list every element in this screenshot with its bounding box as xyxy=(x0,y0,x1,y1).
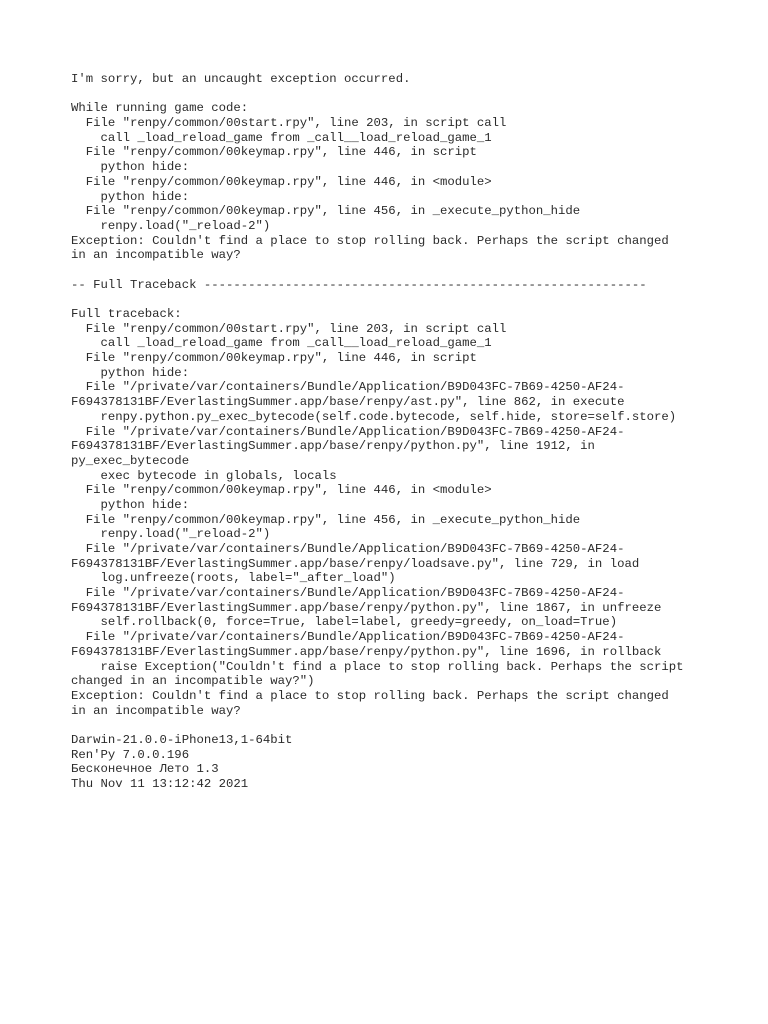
full-traceback-line: F694378131BF/EverlastingSummer.app/base/renpy/ast.py", line 862, in execute xyxy=(71,395,625,410)
spacer xyxy=(71,87,731,102)
full-traceback xyxy=(71,307,731,718)
full-traceback-separator: -- Full Traceback ------------------------------------------------------------ xyxy=(71,277,647,292)
full-traceback-line: F694378131BF/EverlastingSummer.app/base/renpy/python.py", line 1912, in xyxy=(71,439,595,454)
short-traceback xyxy=(71,101,731,263)
full-traceback-line: renpy.python.py_exec_bytecode(self.code.bytecode, self.hide, store=self.store) xyxy=(71,409,677,424)
short-traceback-line: call _load_reload_game from _call__load_reload_game_1 xyxy=(71,130,492,145)
error-header: I'm sorry, but an uncaught exception occurred. xyxy=(71,72,411,86)
short-traceback-line: File "renpy/common/00keymap.rpy", line 446, in <module> xyxy=(71,174,492,189)
traceback-document xyxy=(71,72,731,792)
full-traceback-line: F694378131BF/EverlastingSummer.app/base/renpy/loadsave.py", line 729, in load xyxy=(71,556,640,571)
full-traceback-line: python hide: xyxy=(71,497,190,512)
full-traceback-line: File "renpy/common/00keymap.rpy", line 446, in script xyxy=(71,351,477,366)
system-info xyxy=(71,733,731,792)
full-traceback-line: self.rollback(0, force=True, label=label, greedy=greedy, on_load=True) xyxy=(71,615,618,630)
spacer xyxy=(71,263,731,278)
short-traceback-line: python hide: xyxy=(71,189,190,204)
full-traceback-line: File "renpy/common/00keymap.rpy", line 456, in _execute_python_hide xyxy=(71,512,581,527)
renpy-version: Ren'Py 7.0.0.196 xyxy=(71,747,190,762)
short-traceback-line: in an incompatible way? xyxy=(71,248,241,263)
short-traceback-line: While running game code: xyxy=(71,101,249,116)
full-traceback-line: File "/private/var/containers/Bundle/Application/B9D043FC-7B69-4250-AF24- xyxy=(71,380,625,395)
spacer xyxy=(71,292,731,307)
short-traceback-line: File "renpy/common/00keymap.rpy", line 456, in _execute_python_hide xyxy=(71,204,581,219)
full-traceback-line: exec bytecode in globals, locals xyxy=(71,468,337,483)
full-traceback-line: File "/private/var/containers/Bundle/Application/B9D043FC-7B69-4250-AF24- xyxy=(71,424,625,439)
full-traceback-line: File "/private/var/containers/Bundle/Application/B9D043FC-7B69-4250-AF24- xyxy=(71,586,625,601)
full-traceback-line: Full traceback: xyxy=(71,307,182,321)
full-traceback-line: call _load_reload_game from _call__load_reload_game_1 xyxy=(71,336,492,351)
full-traceback-line: log.unfreeze(roots, label="_after_load") xyxy=(71,571,396,586)
full-traceback-line: File "/private/var/containers/Bundle/Application/B9D043FC-7B69-4250-AF24- xyxy=(71,630,625,645)
full-traceback-line: File "renpy/common/00keymap.rpy", line 446, in <module> xyxy=(71,483,492,498)
short-traceback-line: python hide: xyxy=(71,160,190,175)
full-traceback-line: File "/private/var/containers/Bundle/Application/B9D043FC-7B69-4250-AF24- xyxy=(71,542,625,556)
full-traceback-line: F694378131BF/EverlastingSummer.app/base/renpy/python.py", line 1867, in unfreeze xyxy=(71,600,662,615)
full-traceback-line: in an incompatible way? xyxy=(71,703,241,718)
timestamp: Thu Nov 11 13:12:42 2021 xyxy=(71,777,249,791)
platform-info: Darwin-21.0.0-iPhone13,1-64bit xyxy=(71,732,293,747)
full-traceback-line: F694378131BF/EverlastingSummer.app/base/renpy/python.py", line 1696, in rollback xyxy=(71,644,662,659)
full-traceback-line: raise Exception("Couldn't find a place to stop rolling back. Perhaps the script xyxy=(71,659,684,674)
short-traceback-line: Exception: Couldn't find a place to stop rolling back. Perhaps the script changed xyxy=(71,233,669,248)
full-traceback-line: python hide: xyxy=(71,365,190,380)
full-traceback-line: py_exec_bytecode xyxy=(71,453,190,468)
short-traceback-line: File "renpy/common/00keymap.rpy", line 446, in script xyxy=(71,145,477,160)
spacer xyxy=(71,718,731,733)
full-traceback-line: Exception: Couldn't find a place to stop rolling back. Perhaps the script changed xyxy=(71,688,669,703)
full-traceback-line: renpy.load("_reload-2") xyxy=(71,527,271,542)
full-traceback-line: changed in an incompatible way?") xyxy=(71,674,315,689)
full-traceback-line: File "renpy/common/00start.rpy", line 203, in script call xyxy=(71,321,507,336)
short-traceback-line: File "renpy/common/00start.rpy", line 203, in script call xyxy=(71,116,507,131)
game-version: Бесконечное Лето 1.3 xyxy=(71,762,219,777)
short-traceback-line: renpy.load("_reload-2") xyxy=(71,218,271,233)
